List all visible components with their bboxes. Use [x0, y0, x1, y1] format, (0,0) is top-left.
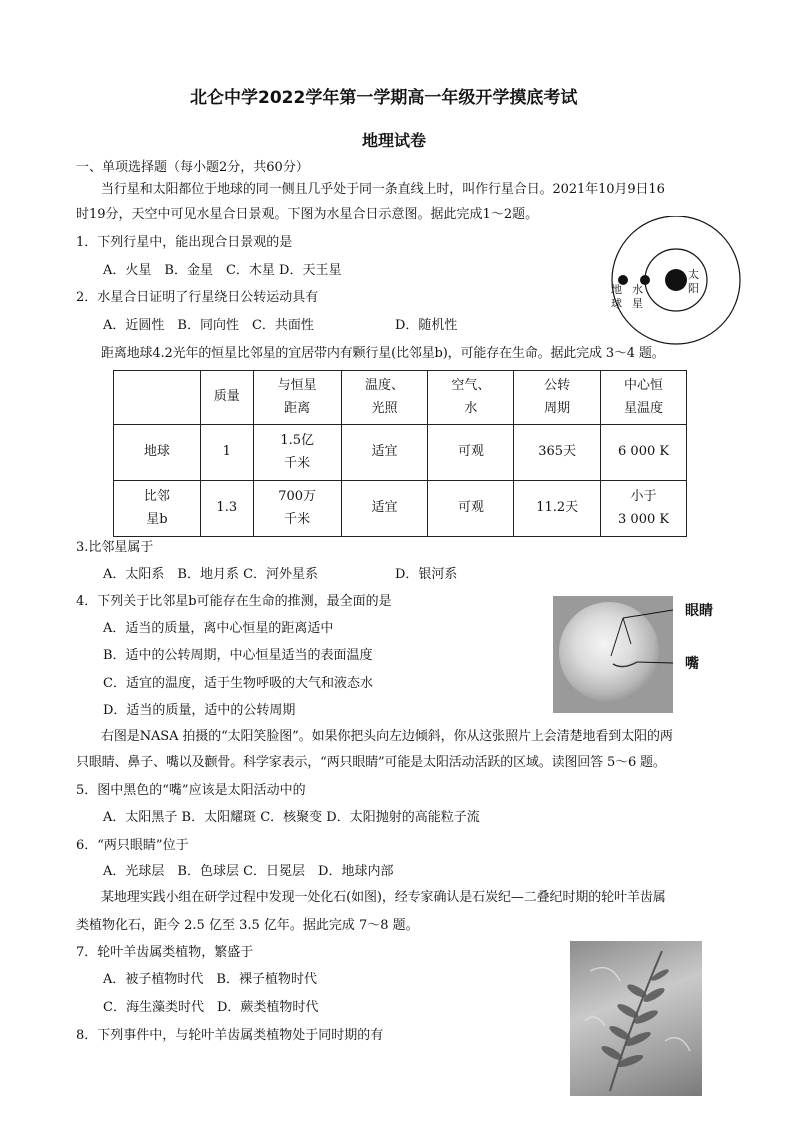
passage-3-line-1: 右图是NASA 拍摄的“太阳笑脸图”。如果你把头向左边倾斜，你从这张照片上会清楚地看到太阳的两 — [101, 729, 673, 744]
exam-title: 北仑中学2022学年第一学期高一年级开学摸底考试 — [190, 88, 578, 108]
passage-4-line-1: 某地理实践小组在研学过程中发现一处化石(如图)，经专家确认是石炭纪—二叠纪时期的轮叶羊齿属 — [101, 890, 666, 905]
mercury-conjunction-diagram — [604, 216, 744, 346]
table-cell: 1 — [200, 425, 253, 481]
question-7-stem: 7．轮叶羊齿属类植物，繁盛于 — [76, 945, 254, 960]
passage-1-line-2: 时19分，天空中可见水星合日景观。下图为水星合日示意图。据此完成1～2题。 — [76, 207, 539, 222]
question-2-option-d: D．随机性 — [395, 318, 458, 333]
table-cell: 11.2天 — [514, 481, 601, 537]
question-5-options: A．太阳黑子 B．太阳耀斑 C．核聚变 D．太阳抛射的高能粒子流 — [103, 810, 480, 825]
planet-comparison-table — [113, 370, 687, 537]
mouth-label: 嘴 — [685, 656, 699, 672]
table-cell: 6 000 K — [601, 425, 687, 481]
question-1-stem: 1．下列行星中，能出现合日景观的是 — [76, 235, 293, 250]
question-6-options: A．光球层 B．色球层 C．日冕层 D．地球内部 — [103, 864, 394, 879]
sun-icon — [665, 269, 687, 291]
table-cell: 比邻 星b — [114, 481, 201, 537]
table-row — [114, 425, 687, 481]
passage-1-line-1: 当行星和太阳都位于地球的同一侧且几乎处于同一条直线上时，叫作行星合日。2021年10月9日16 — [101, 182, 665, 197]
sun-features-overlay — [553, 596, 673, 713]
question-7-options-cd: C．海生藻类时代 D．蕨类植物时代 — [103, 1000, 319, 1015]
table-cell: 可观 — [428, 425, 514, 481]
fossil-leaf-pattern — [570, 941, 702, 1096]
question-5-stem: 5．图中黑色的“嘴”应该是太阳活动中的 — [76, 783, 306, 798]
question-2-options-a-c: A．近圆性 B．同向性 C．共面性 — [103, 318, 314, 333]
question-4-option-a: A．适当的质量，离中心恒星的距离适中 — [103, 621, 334, 636]
eyes-label: 眼睛 — [685, 603, 713, 619]
question-4-option-c: C．适宜的温度，适于生物呼吸的大气和液态水 — [103, 676, 373, 691]
table-row — [114, 481, 687, 537]
question-4-option-b: B．适中的公转周期，中心恒星适当的表面温度 — [103, 648, 373, 663]
mercury-label: 水星 — [632, 283, 643, 311]
sun-label: 太阳 — [688, 268, 699, 296]
passage-2: 距离地球4.2光年的恒星比邻星的宜居带内有颗行星(比邻星b)，可能存在生命。据此完成 3～4 题。 — [101, 346, 665, 361]
table-header-cell: 空气、 水 — [428, 371, 514, 425]
table-header-cell — [114, 371, 201, 425]
question-1-options: A．火星 B．金星 C．木星 D．天王星 — [103, 263, 342, 278]
table-cell: 地球 — [114, 425, 201, 481]
question-2-stem: 2．水星合日证明了行星绕日公转运动具有 — [76, 290, 319, 305]
table-header-cell: 温度、 光照 — [341, 371, 428, 425]
table-header-cell: 与恒星 距离 — [253, 371, 341, 425]
question-8-stem: 8．下列事件中，与轮叶羊齿属类植物处于同时期的有 — [76, 1028, 384, 1043]
section-heading: 一、单项选择题（每小题2分，共60分） — [76, 160, 309, 175]
sun-smile-photo — [553, 596, 673, 713]
passage-3-line-2: 只眼睛、鼻子、嘴以及颧骨。科学家表示，“两只眼睛”可能是太阳活动活跃的区域。读图回答 5～6 题。 — [76, 755, 666, 770]
table-header-row — [114, 371, 687, 425]
table-cell: 可观 — [428, 481, 514, 537]
table-cell: 700万 千米 — [253, 481, 341, 537]
question-3-options-a-c: A．太阳系 B．地月系 C．河外星系 — [103, 567, 319, 582]
table-cell: 适宜 — [341, 425, 428, 481]
earth-label: 地球 — [611, 283, 622, 311]
question-4-option-d: D．适当的质量，适中的公转周期 — [103, 703, 296, 718]
question-7-options-ab: A．被子植物时代 B．裸子植物时代 — [103, 972, 317, 987]
question-4-stem: 4．下列关于比邻星b可能存在生命的推测，最全面的是 — [76, 594, 392, 609]
fern-fossil-photo — [570, 941, 702, 1096]
table-cell: 365天 — [514, 425, 601, 481]
table-cell: 1.5亿 千米 — [253, 425, 341, 481]
table-header-cell: 质量 — [200, 371, 253, 425]
question-3-option-d: D．银河系 — [395, 567, 458, 582]
table-header-cell: 公转 周期 — [514, 371, 601, 425]
question-3-stem: 3.比邻星属于 — [76, 540, 154, 555]
question-6-stem: 6．“两只眼睛”位于 — [76, 838, 189, 853]
passage-4-line-2: 类植物化石，距今 2.5 亿至 3.5 亿年。据此完成 7～8 题。 — [76, 918, 419, 933]
table-header-cell: 中心恒 星温度 — [601, 371, 687, 425]
exam-subtitle: 地理试卷 — [362, 131, 427, 150]
table-cell: 1.3 — [200, 481, 253, 537]
table-cell: 适宜 — [341, 481, 428, 537]
table-cell: 小于 3 000 K — [601, 481, 687, 537]
